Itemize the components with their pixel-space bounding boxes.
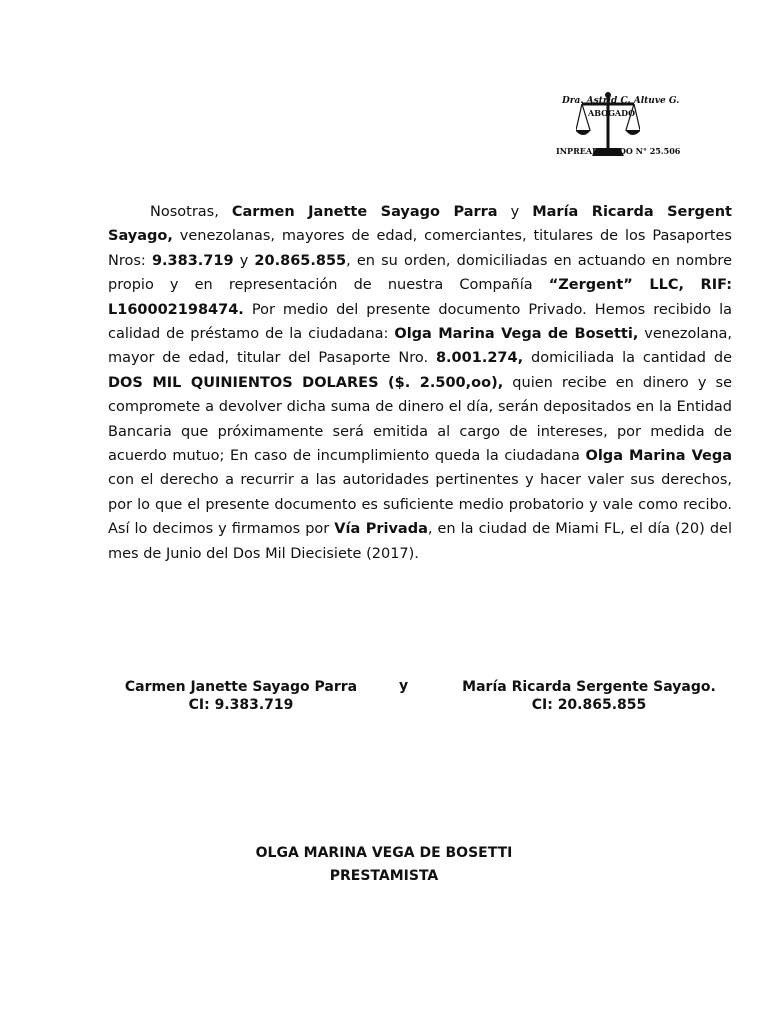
signature-conjunction: y bbox=[399, 678, 409, 694]
body-text: con el derecho a recurrir a las autoridades pertinentes y hacer valer sus derechos, por lo que el presente documento es suficiente medio probatorio y vale como recibo. Así lo decimos y firmamos por bbox=[108, 472, 732, 538]
body-text: venezolana, mayor de edad, titular del Pasaporte Nro. bbox=[108, 326, 732, 367]
lender-role: PRESTAMISTA bbox=[329, 868, 439, 884]
passport-2: 20.865.855 bbox=[254, 252, 347, 269]
borrower-2-name: María Ricarda Sergent Sayago, bbox=[108, 204, 732, 245]
lawyer-name: Dra. Astrid C. Altuve G. bbox=[562, 96, 680, 106]
lender-name: OLGA MARINA VEGA DE BOSETTI bbox=[255, 845, 513, 861]
signature-block-1 bbox=[108, 678, 374, 714]
loan-agreement-paragraph bbox=[108, 200, 732, 566]
body-text: quien recibe en dinero y se compromete a devolver dicha suma de dinero el día, serán depositados en la Entidad Bancaria que próximamente será emitida al cargo de intereses, por medida de acuerdo mutuo; En caso de incumplimiento queda la ciudadana bbox=[108, 374, 732, 465]
lender-name-short: Olga Marina Vega bbox=[585, 448, 732, 465]
lender-signature-block bbox=[200, 842, 568, 888]
private-route: Vía Privada bbox=[334, 521, 428, 538]
signature-block-2 bbox=[446, 678, 732, 714]
body-text: , en la ciudad de Miami FL, el día (20) del mes de Junio del Dos Mil Diecisiete (2017). bbox=[108, 521, 732, 562]
passport-1: 9.383.719 bbox=[151, 252, 234, 269]
loan-amount: DOS MIL QUINIENTOS DOLARES ($. 2.500,oo), bbox=[108, 374, 504, 391]
signer-1-name: Carmen Janette Sayago Parra bbox=[124, 679, 358, 695]
lawyer-title: ABOGADO bbox=[588, 108, 636, 118]
lawyer-seal bbox=[556, 90, 716, 168]
lender-passport: 8.001.274, bbox=[435, 350, 524, 367]
signer-2-ci: CI: 20.865.855 bbox=[531, 697, 647, 713]
body-text: y bbox=[233, 252, 255, 269]
body-text: Nosotras, bbox=[150, 204, 232, 220]
lawyer-registration: INPREABOGADO N° 25.506 bbox=[556, 146, 681, 156]
body-text: , en su orden, domiciliadas en actuando en nombre propio y en representación de nuestra Compañía bbox=[108, 252, 732, 294]
company-name: “Zergent” LLC, RIF: L160002198474. bbox=[108, 277, 732, 318]
body-text: y bbox=[497, 204, 533, 220]
signer-1-ci: CI: 9.383.719 bbox=[188, 697, 294, 713]
borrower-1-name: Carmen Janette Sayago Parra bbox=[231, 204, 498, 220]
body-text: Por medio del presente documento Privado. Hemos recibido la calidad de préstamo de la ciudadana: bbox=[108, 301, 732, 343]
signer-2-name: María Ricarda Sergente Sayago. bbox=[462, 679, 716, 695]
body-text: domiciliada la cantidad de bbox=[523, 350, 732, 367]
body-text: venezolanas, mayores de edad, comerciantes, titulares de los Pasaportes Nros: bbox=[108, 228, 732, 269]
lender-name-inline: Olga Marina Vega de Bosetti, bbox=[394, 326, 639, 343]
